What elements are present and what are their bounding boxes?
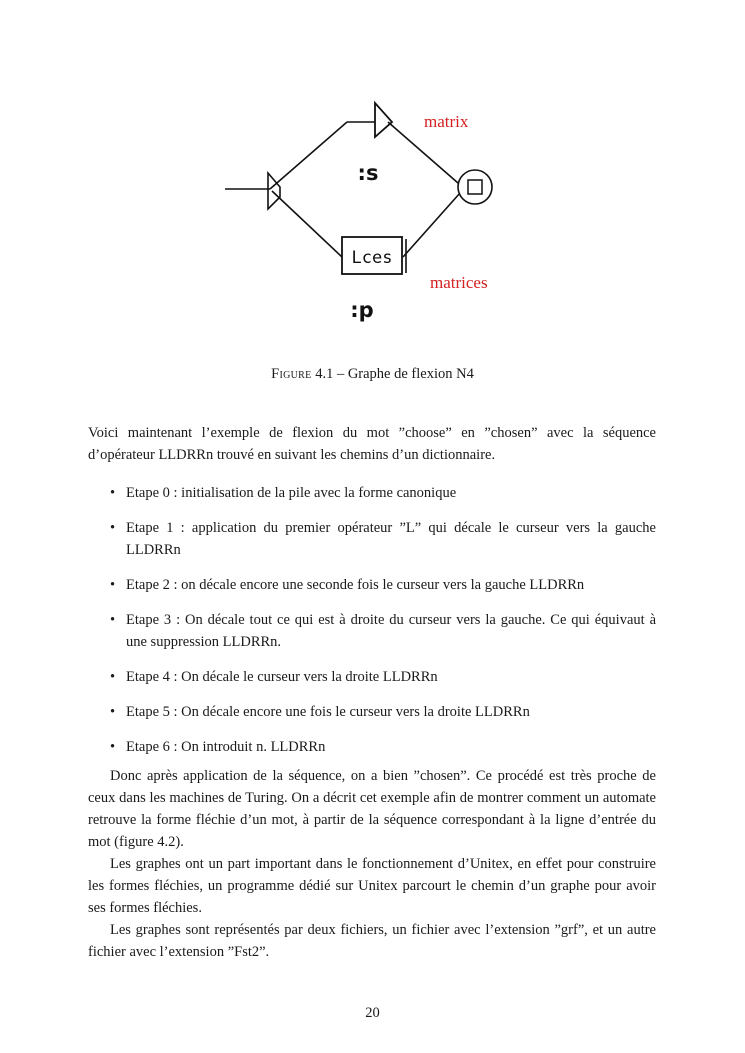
bullet-icon: • <box>110 520 116 536</box>
step-text: Etape 1 : application du premier opérateur ”L” qui décale le curseur vers la gauche LLDRRn <box>126 520 656 558</box>
page-number: 20 <box>365 1005 380 1021</box>
final-state-circle-icon <box>458 170 492 204</box>
edge-initial-to-lces <box>272 191 342 257</box>
caption-separator: – <box>336 366 345 382</box>
annotation-s-label: :s <box>357 161 379 185</box>
empty-box-icon <box>375 103 392 137</box>
step-text: Etape 2 : on décale encore une seconde fois le curseur vers la gauche LLDRRn <box>126 577 585 593</box>
bullet-icon: • <box>110 485 116 501</box>
steps-section <box>88 482 656 771</box>
list-item <box>88 701 656 723</box>
bullet-icon: • <box>110 739 116 755</box>
list-item <box>88 736 656 758</box>
list-item <box>88 517 656 561</box>
paragraph-graphs-role: Les graphes ont un part important dans le fonctionnement d’Unitex, en effet pour construire les formes fléchies, un programme dédié sur Unitex parcourt le chemin d’un graphe pour avoir ses formes fléchies. <box>88 856 656 916</box>
step-text: Etape 4 : On décale le curseur vers la droite LLDRRn <box>126 669 438 685</box>
paragraph-graph-files: Les graphes sont représentés par deux fichiers, un fichier avec l’extension ”grf”, et un autre fichier avec l’extension ”Fst2”. <box>88 922 656 960</box>
output-matrices-label: matrices <box>430 273 488 292</box>
lces-box-label: Lces <box>351 248 393 268</box>
output-matrix-label: matrix <box>424 112 469 131</box>
step-text: Etape 5 : On décale encore une fois le curseur vers la droite LLDRRn <box>126 704 530 720</box>
step-text: Etape 3 : On décale tout ce qui est à droite du curseur vers la gauche. Ce qui équivaut à une suppression LLDRRn. <box>126 612 656 650</box>
steps-list <box>88 482 656 758</box>
initial-state-icon <box>268 173 280 209</box>
list-item <box>88 609 656 653</box>
bullet-icon: • <box>110 669 116 685</box>
intro-paragraph: Voici maintenant l’exemple de flexion du mot ”choose” en ”chosen” avec la séquence d’opérateur LLDRRn trouvé en suivant les chemins d’un dictionnaire. <box>88 425 656 463</box>
inflection-graph-figure <box>220 95 520 330</box>
figure-caption <box>0 366 745 383</box>
bullet-icon: • <box>110 577 116 593</box>
closing-section <box>88 765 656 963</box>
step-text: Etape 6 : On introduit n. LLDRRn <box>126 739 326 755</box>
edge-lces-to-final <box>403 193 460 257</box>
edge-empty-box-to-final <box>388 122 458 183</box>
edge-initial-to-empty-box <box>270 122 347 189</box>
bullet-icon: • <box>110 704 116 720</box>
step-text: Etape 0 : initialisation de la pile avec la forme canonique <box>126 485 457 501</box>
list-item <box>88 666 656 688</box>
caption-figure-word: Figure <box>271 366 312 382</box>
list-item <box>88 482 656 504</box>
paragraph-conclusion: Donc après application de la séquence, on a bien ”chosen”. Ce procédé est très proche de ceux dans les machines de Turing. On a décrit cet exemple afin de montrer comment un automate retrouve la forme fléchie d’un mot, à partir de la séquence correspondant à la ligne d’entrée du mot (figure 4.2). <box>88 768 656 850</box>
caption-number: 4.1 <box>315 366 334 382</box>
caption-text: Graphe de flexion N4 <box>347 366 474 382</box>
bullet-icon: • <box>110 612 116 628</box>
annotation-p-label: :p <box>350 298 374 322</box>
list-item <box>88 574 656 596</box>
intro-section <box>88 422 656 466</box>
